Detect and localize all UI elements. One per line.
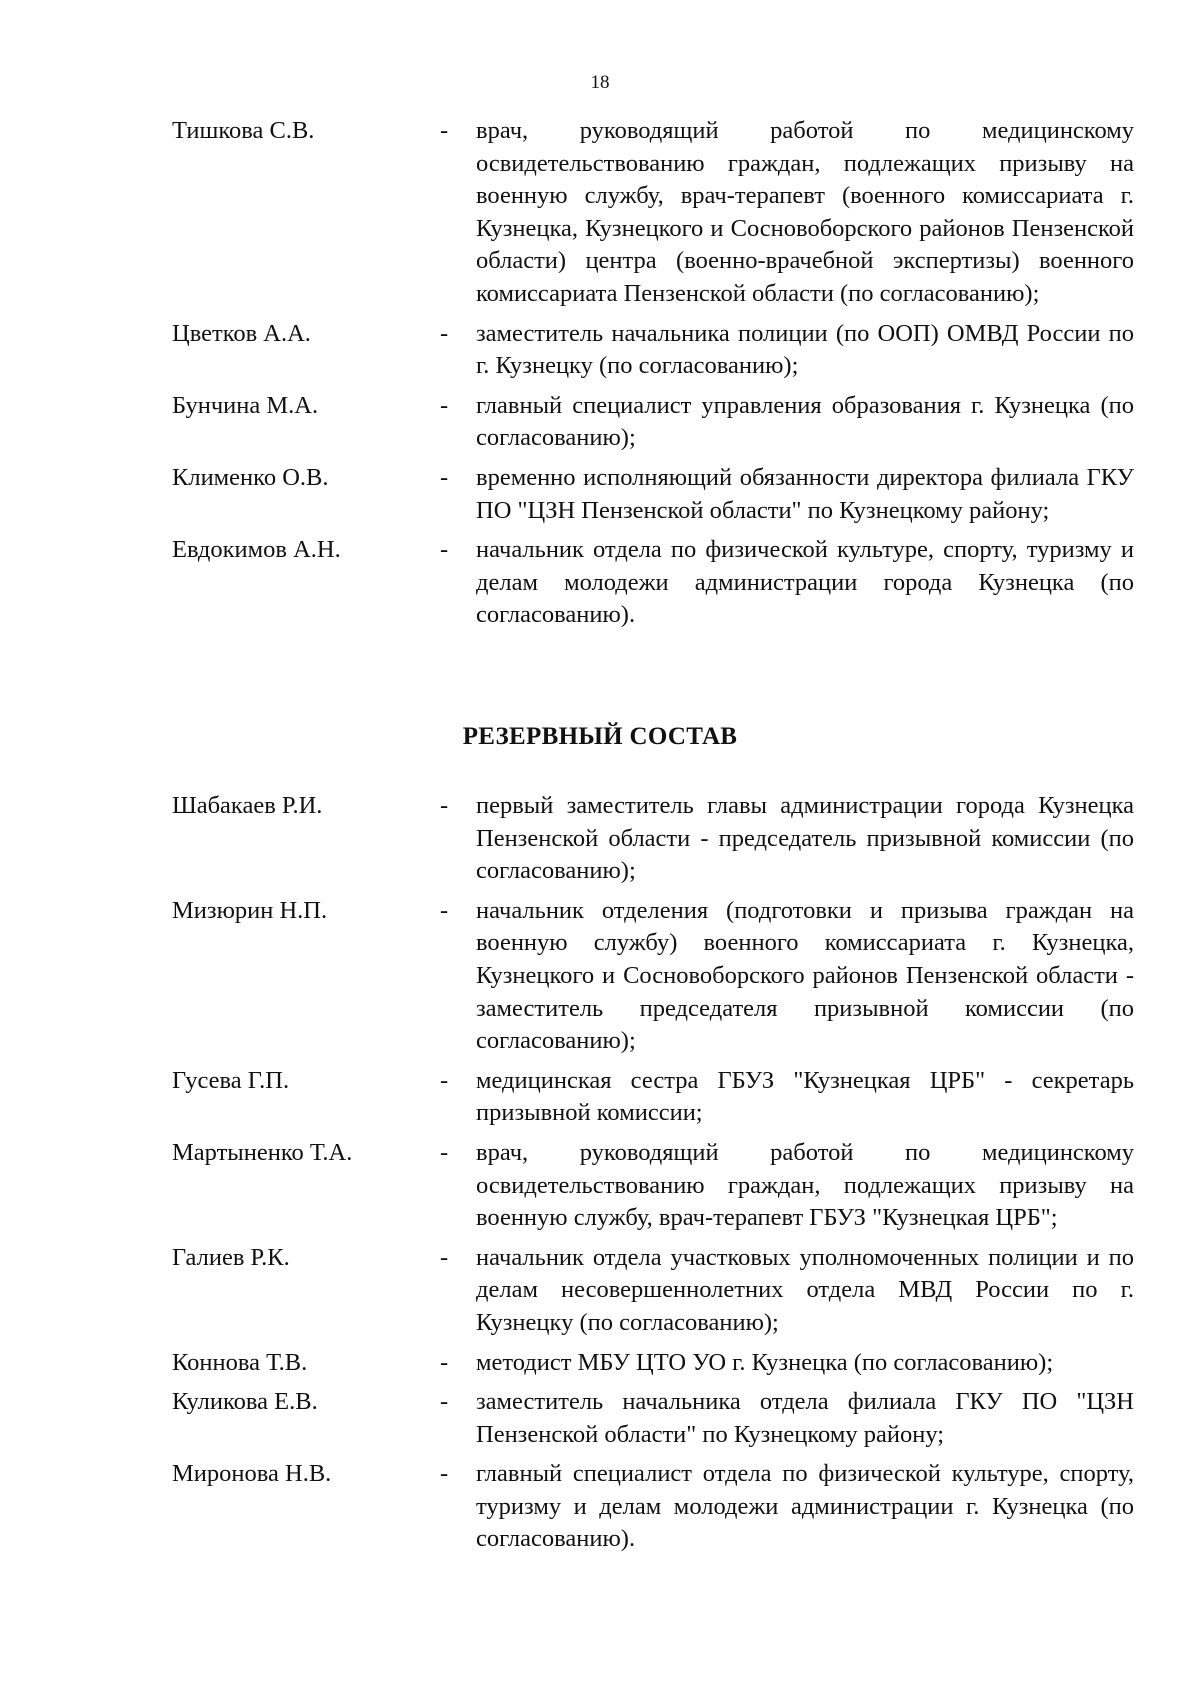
member-dash: - bbox=[440, 319, 449, 347]
member-dash: - bbox=[440, 1460, 449, 1488]
member-dash: - bbox=[440, 536, 449, 564]
member-name: Гусева Г.П. bbox=[172, 1066, 290, 1094]
member-description: медицинская сестра ГБУЗ "Кузнецкая ЦРБ" - секретарь призывной комиссии; bbox=[476, 1066, 1134, 1127]
member-description: заместитель начальника полиции (по ООП) ОМВД России по г. Кузнецку (по согласованию); bbox=[476, 319, 1134, 380]
member-name: Галиев Р.К. bbox=[172, 1243, 290, 1271]
reserve-section-title: РЕЗЕРВНЫЙ СОСТАВ bbox=[462, 723, 738, 750]
member-description: врач, руководящий работой по медицинскому освидетельствованию граждан, подлежащих призыву на военную службу, врач-терапевт ГБУЗ "Кузнецкая ЦРБ"; bbox=[476, 1138, 1134, 1232]
member-dash: - bbox=[440, 1138, 449, 1166]
page-number: 18 bbox=[590, 72, 610, 93]
member-dash: - bbox=[440, 1066, 449, 1094]
member-dash: - bbox=[440, 896, 449, 924]
member-entry bbox=[172, 462, 1134, 527]
member-entry bbox=[172, 318, 1134, 383]
member-name: Клименко О.В. bbox=[172, 463, 329, 491]
member-entry bbox=[172, 390, 1134, 455]
member-name: Евдокимов А.Н. bbox=[172, 536, 341, 564]
member-entry bbox=[172, 1065, 1134, 1130]
member-description: методист МБУ ЦТО УО г. Кузнецка (по согласованию); bbox=[476, 1348, 1054, 1376]
member-entry bbox=[172, 895, 1134, 1058]
reserve-members-list bbox=[172, 790, 1134, 1563]
member-entry bbox=[172, 1137, 1134, 1235]
member-name: Куликова Е.В. bbox=[172, 1388, 318, 1416]
member-name: Мизюрин Н.П. bbox=[172, 896, 328, 924]
member-name: Шабакаев Р.И. bbox=[172, 792, 323, 819]
member-description: заместитель начальника отдела филиала ГКУ ПО "ЦЗН Пензенской области" по Кузнецкому району; bbox=[476, 1388, 1134, 1448]
member-name: Тишкова С.В. bbox=[172, 117, 315, 144]
member-description: первый заместитель главы администрации города Кузнецка Пензенской области - председатель призывной комиссии (по согласованию); bbox=[476, 792, 1134, 885]
member-entry bbox=[172, 1347, 1134, 1380]
main-members-list bbox=[172, 115, 1134, 639]
member-name: Коннова Т.В. bbox=[172, 1348, 308, 1376]
member-description: временно исполняющий обязанности директора филиала ГКУ ПО "ЦЗН Пензенской области" по Кузнецкому району; bbox=[476, 463, 1134, 524]
member-dash: - bbox=[440, 391, 449, 419]
member-description: начальник отдела участковых уполномоченных полиции и по делам несовершеннолетних отдела МВД России по г. Кузнецку (по согласованию); bbox=[476, 1243, 1134, 1336]
member-dash: - bbox=[440, 792, 449, 819]
member-entry bbox=[172, 1458, 1134, 1556]
member-dash: - bbox=[440, 117, 449, 144]
member-entry bbox=[172, 534, 1134, 632]
member-dash: - bbox=[440, 1348, 449, 1376]
member-entry bbox=[172, 790, 1134, 888]
member-entry bbox=[172, 1242, 1134, 1340]
member-description: главный специалист управления образования г. Кузнецка (по согласованию); bbox=[476, 391, 1134, 452]
member-name: Цветков А.А. bbox=[172, 319, 311, 347]
member-description: главный специалист отдела по физической культуре, спорту, туризму и делам молодежи администрации г. Кузнецка (по согласованию). bbox=[476, 1460, 1134, 1553]
member-dash: - bbox=[440, 463, 449, 491]
member-name: Бунчина М.А. bbox=[172, 391, 319, 419]
member-entry bbox=[172, 115, 1134, 311]
member-name: Миронова Н.В. bbox=[172, 1460, 332, 1488]
member-description: начальник отделения (подготовки и призыва граждан на военную службу) военного комиссариата г. Кузнецка, Кузнецкого и Сосновоборского районов Пензенской области - заместитель председателя призывной комиссии (по согласованию); bbox=[476, 896, 1134, 1055]
member-description: врач, руководящий работой по медицинскому освидетельствованию граждан, подлежащих призыву на военную службу, врач-терапевт (военного комиссариата г. Кузнецка, Кузнецкого и Сосновоборского районов Пензенской области) центра (военно-врачебной экспертизы) военного комиссариата Пензенской области (по согласованию); bbox=[476, 117, 1134, 307]
member-description: начальник отдела по физической культуре, спорту, туризму и делам молодежи администрации города Кузнецка (по согласованию). bbox=[476, 536, 1134, 629]
member-dash: - bbox=[440, 1243, 449, 1271]
member-dash: - bbox=[440, 1388, 449, 1416]
member-name: Мартыненко Т.А. bbox=[172, 1138, 353, 1166]
member-entry bbox=[172, 1386, 1134, 1451]
